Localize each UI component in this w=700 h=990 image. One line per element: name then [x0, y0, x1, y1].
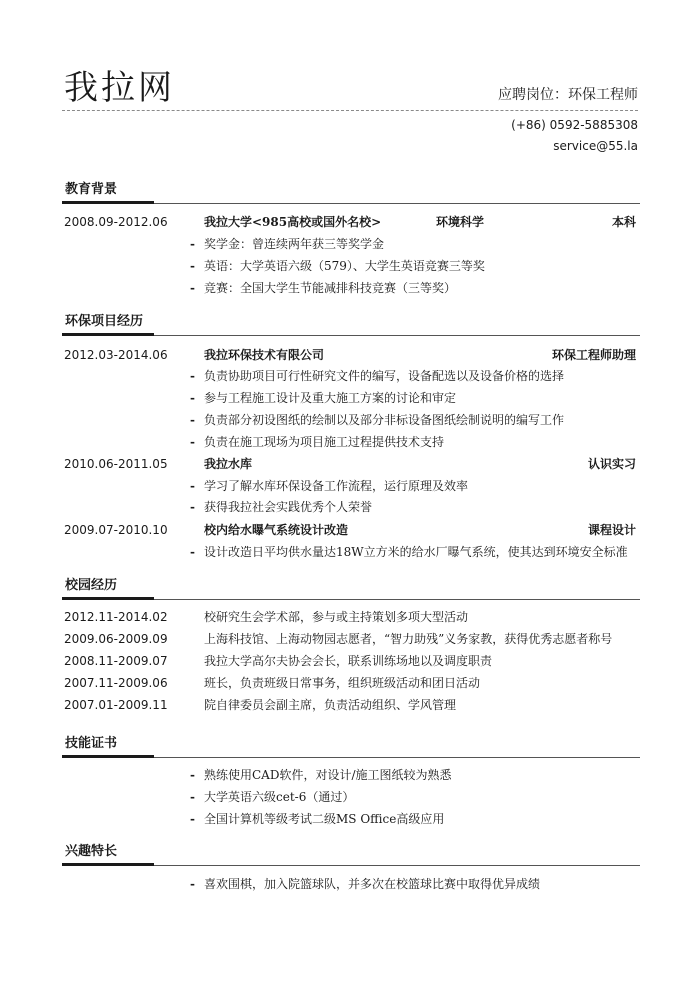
section-title: 环保项目经历 — [65, 314, 144, 329]
section-hobbies-header — [62, 840, 640, 866]
skill-item: 全国计算机等级考试二级MS Office高级应用 — [204, 812, 445, 826]
section-projects-header — [62, 310, 640, 336]
contact-email: service@55.la — [553, 139, 638, 153]
project-role: 认识实习 — [587, 457, 636, 471]
project-date: 2010.06-2011.05 — [64, 457, 168, 471]
bullet-marker: - — [190, 259, 195, 273]
project-org: 校内给水曝气系统设计改造 — [204, 523, 349, 537]
project-bullet: 负责协助项目可行性研究文件的编写，设备配选以及设备价格的选择 — [204, 369, 565, 383]
bullet-marker: - — [190, 790, 195, 804]
campus-text: 校研究生会学术部，参与或主持策划多项大型活动 — [204, 610, 469, 624]
bullet-marker: - — [190, 768, 195, 782]
project-role: 课程设计 — [587, 523, 636, 537]
edu-degree: 本科 — [611, 215, 636, 229]
edu-school: 我拉大学<985高校或国外名校> — [204, 215, 382, 229]
section-title: 教育背景 — [65, 182, 118, 197]
section-title: 兴趣特长 — [65, 844, 118, 859]
edu-date: 2008.09-2012.06 — [64, 215, 168, 229]
bullet-marker: - — [190, 237, 195, 251]
section-campus-header — [62, 574, 640, 600]
header-divider — [62, 110, 638, 111]
candidate-name: 我拉网 — [64, 68, 175, 108]
campus-text: 上海科技馆、上海动物园志愿者，“智力助残”义务家教，获得优秀志愿者称号 — [204, 632, 613, 646]
project-bullet: 学习了解水库环保设备工作流程，运行原理及效率 — [204, 479, 469, 493]
skill-item: 大学英语六级cet-6（通过） — [204, 790, 355, 804]
section-title: 校园经历 — [65, 578, 118, 593]
campus-text: 班长，负责班级日常事务，组织班级活动和团日活动 — [204, 676, 481, 690]
contact-phone: (+86) 0592-5885308 — [511, 118, 638, 132]
project-org: 我拉环保技术有限公司 — [204, 348, 325, 362]
edu-bullet: 英语：大学英语六级（579）、大学生英语竞赛三等奖 — [204, 259, 485, 273]
campus-text: 院自律委员会副主席，负责活动组织、学风管理 — [204, 698, 457, 712]
section-education-header — [62, 178, 640, 204]
bullet-marker: - — [190, 435, 195, 449]
bullet-marker: - — [190, 479, 195, 493]
project-bullet: 负责部分初设图纸的绘制以及部分非标设备图纸绘制说明的编写工作 — [204, 413, 565, 427]
section-accent-bar — [62, 201, 154, 204]
bullet-marker: - — [190, 281, 195, 295]
project-date: 2009.07-2010.10 — [64, 523, 168, 537]
bullet-marker: - — [190, 500, 195, 514]
edu-bullet: 竞赛：全国大学生节能减排科技竞赛（三等奖） — [204, 281, 457, 295]
hobby-item: 喜欢围棋，加入院篮球队，并多次在校篮球比赛中取得优异成绩 — [204, 877, 541, 891]
skill-item: 熟练使用CAD软件，对设计/施工图纸较为熟悉 — [204, 768, 452, 782]
campus-text: 我拉大学高尔夫协会会长，联系训练场地以及调度职责 — [204, 654, 493, 668]
campus-date: 2007.11-2009.06 — [64, 676, 168, 690]
campus-date: 2009.06-2009.09 — [64, 632, 168, 646]
bullet-marker: - — [190, 812, 195, 826]
section-accent-bar — [62, 597, 154, 600]
bullet-marker: - — [190, 545, 195, 559]
edu-bullet: 奖学金：曾连续两年获三等奖学金 — [204, 237, 385, 251]
bullet-marker: - — [190, 369, 195, 383]
project-bullet: 参与工程施工设计及重大施工方案的讨论和审定 — [204, 391, 457, 405]
bullet-marker: - — [190, 413, 195, 427]
project-date: 2012.03-2014.06 — [64, 348, 168, 362]
project-bullet: 负责在施工现场为项目施工过程提供技术支持 — [204, 435, 445, 449]
project-bullet: 设计改造日平均供水量达18W立方米的给水厂曝气系统，使其达到环境安全标准 — [204, 545, 628, 559]
bullet-marker: - — [190, 877, 195, 891]
section-title: 技能证书 — [65, 736, 118, 751]
section-accent-bar — [62, 863, 154, 866]
section-skills-header — [62, 732, 640, 758]
section-accent-bar — [62, 333, 154, 336]
project-role: 环保工程师助理 — [551, 348, 636, 362]
campus-date: 2008.11-2009.07 — [64, 654, 168, 668]
project-org: 我拉水库 — [204, 457, 253, 471]
campus-date: 2007.01-2009.11 — [64, 698, 168, 712]
bullet-marker: - — [190, 391, 195, 405]
project-bullet: 获得我拉社会实践优秀个人荣誉 — [204, 500, 373, 514]
edu-major: 环境科学 — [436, 215, 485, 229]
campus-date: 2012.11-2014.02 — [64, 610, 168, 624]
applied-position: 应聘岗位：环保工程师 — [498, 87, 638, 103]
section-accent-bar — [62, 755, 154, 758]
